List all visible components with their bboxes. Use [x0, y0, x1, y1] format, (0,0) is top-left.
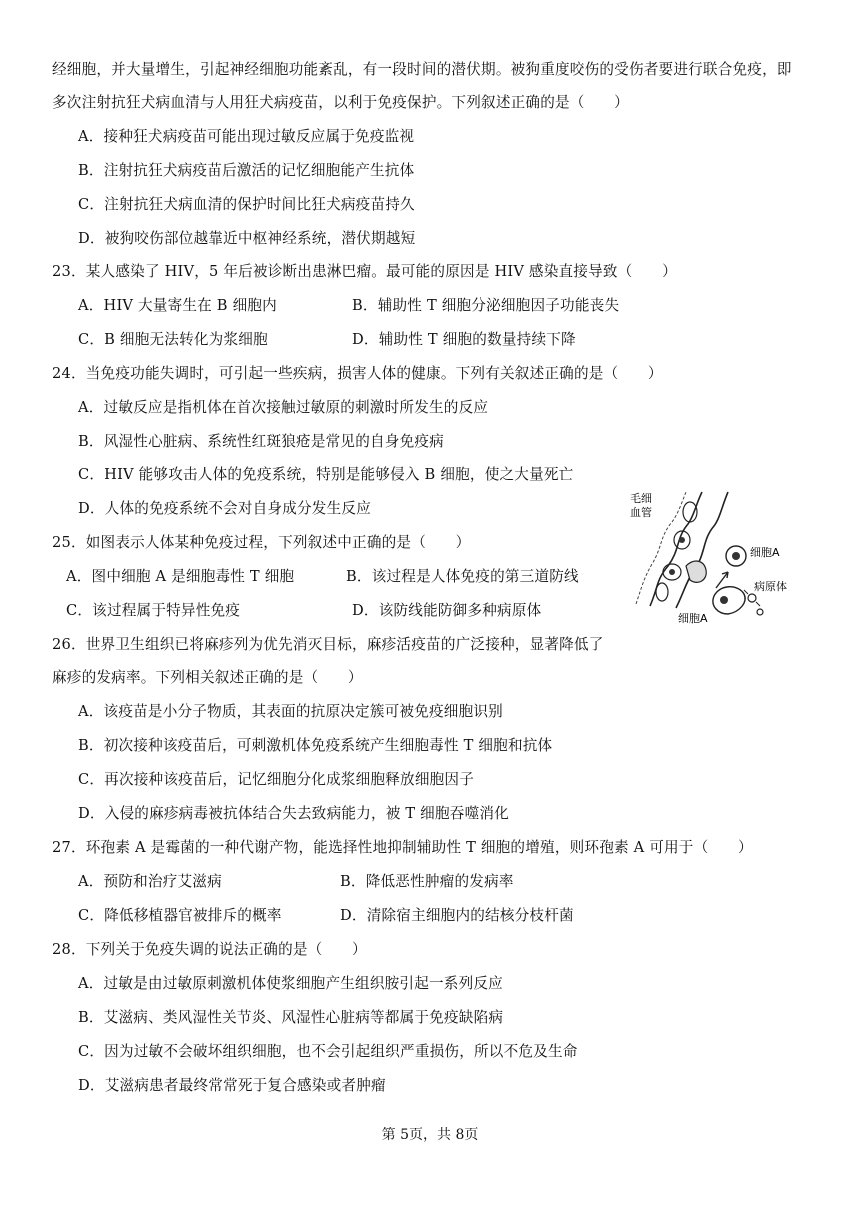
- label-capillary-2: 血管: [630, 506, 652, 519]
- q25-option-a: A．图中细胞 A 是细胞毒性 T 细胞: [66, 568, 295, 585]
- q25-stem: 25．如图表示人体某种免疫过程，下列叙述中正确的是（ ）: [52, 534, 471, 551]
- q25-option-b: B．该过程是人体免疫的第三道防线: [346, 568, 579, 585]
- q24-option-b: B．风湿性心脏病、系统性红斑狼疮是常见的自身免疫病: [78, 433, 444, 450]
- q24-option-d: D．人体的免疫系统不会对自身成分发生反应: [78, 500, 371, 517]
- q27-option-a: A．预防和治疗艾滋病: [78, 873, 222, 890]
- q25-option-d: D．该防线能防御多种病原体: [352, 602, 542, 619]
- page-number-footer: 第 5页，共 8页: [381, 1127, 479, 1143]
- cell-a-bottom: [713, 587, 745, 614]
- label-cell-a-bottom: 细胞A: [678, 612, 708, 625]
- q23-option-d: D．辅助性 T 细胞的数量持续下降: [352, 331, 576, 348]
- label-cell-a-top: 细胞A: [750, 546, 780, 559]
- pathogen-2: [757, 609, 763, 615]
- q22-stem-line1: 经细胞，并大量增生，引起神经细胞功能紊乱，有一段时间的潜伏期。被狗重度咬伤的受伤者要进行联合免疫，即: [52, 61, 792, 78]
- immune-process-figure: [628, 488, 798, 628]
- q26-stem-line2: 麻疹的发病率。下列相关叙述正确的是（ ）: [52, 669, 363, 686]
- q24-stem: 24．当免疫功能失调时，可引起一些疾病，损害人体的健康。下列有关叙述正确的是（ ）: [52, 365, 663, 382]
- q22-stem-line2: 多次注射抗狂犬病血清与人用狂犬病疫苗，以利于免疫保护。下列叙述正确的是（ ）: [52, 94, 629, 111]
- q22-option-b: B．注射抗狂犬病疫苗后激活的记忆细胞能产生抗体: [78, 162, 415, 179]
- q28-stem: 28．下列关于免疫失调的说法正确的是（ ）: [52, 941, 367, 958]
- capillary-wall-left: [650, 492, 702, 606]
- q28-option-a: A．过敏是由过敏原刺激机体使浆细胞产生组织胺引起一系列反应: [78, 975, 503, 992]
- q28-option-d: D．艾滋病患者最终常常死于复合感染或者肿瘤: [78, 1077, 386, 1094]
- q27-option-d: D．清除宿主细胞内的结核分枝杆菌: [340, 907, 574, 924]
- q24-option-c: C．HIV 能够攻击人体的免疫系统，特别是能够侵入 B 细胞，使之大量死亡: [78, 466, 574, 483]
- label-capillary-1: 毛细: [630, 492, 652, 505]
- q26-option-b: B．初次接种该疫苗后，可刺激机体免疫系统产生细胞毒性 T 细胞和抗体: [78, 737, 553, 754]
- pathogen-1: [748, 594, 756, 602]
- q23-option-a: A．HIV 大量寄生在 B 细胞内: [78, 297, 277, 314]
- immune-process-diagram: [628, 488, 798, 628]
- cell-a-top-nucleus: [732, 552, 740, 560]
- q23-option-c: C．B 细胞无法转化为浆细胞: [78, 331, 268, 348]
- q28-option-b: B．艾滋病、类风湿性关节炎、风湿性心脏病等都属于免疫缺陷病: [78, 1009, 504, 1026]
- q27-option-c: C．降低移植器官被排斥的概率: [78, 907, 282, 924]
- q23-option-b: B．辅助性 T 细胞分泌细胞因子功能丧失: [352, 297, 620, 314]
- blood-cell-4: [656, 583, 668, 601]
- q27-stem: 27．环孢素 A 是霉菌的一种代谢产物，能选择性地抑制辅助性 T 细胞的增殖，则环孢素 A 可用于（ ）: [52, 839, 753, 856]
- q22-option-d: D．被狗咬伤部位越靠近中枢神经系统，潜伏期越短: [78, 230, 416, 247]
- q22-option-c: C．注射抗狂犬病血清的保护时间比狂犬病疫苗持久: [78, 196, 415, 213]
- q23-stem: 23．某人感染了 HIV，5 年后被诊断出患淋巴瘤。最可能的原因是 HIV 感染直接导致（ ）: [52, 263, 677, 280]
- cell-a-bottom-nucleus: [720, 596, 728, 604]
- q28-option-c: C．因为过敏不会破坏组织细胞，也不会引起组织严重损伤，所以不危及生命: [78, 1043, 578, 1060]
- arrow-line: [716, 572, 728, 588]
- blood-cell-nucleus-2: [679, 537, 685, 543]
- q26-option-a: A．该疫苗是小分子物质，其表面的抗原决定簇可被免疫细胞识别: [78, 703, 503, 720]
- q24-option-a: A．过敏反应是指机体在首次接触过敏原的刺激时所发生的反应: [78, 399, 489, 416]
- blood-cell-nucleus-3: [669, 569, 675, 575]
- q26-option-d: D．入侵的麻疹病毒被抗体结合失去致病能力，被 T 细胞吞噬消化: [78, 805, 509, 822]
- blood-cell-1: [683, 502, 697, 522]
- q26-option-c: C．再次接种该疫苗后，记忆细胞分化成浆细胞释放细胞因子: [78, 771, 475, 788]
- q26-stem-line1: 26．世界卫生组织已将麻疹列为优先消灭目标，麻疹活疫苗的广泛接种，显著降低了: [52, 636, 604, 653]
- q22-option-a: A．接种狂犬病疫苗可能出现过敏反应属于免疫监视: [78, 128, 415, 145]
- q25-option-c: C．该过程属于特异性免疫: [66, 602, 241, 619]
- q27-option-b: B．降低恶性肿瘤的发病率: [340, 873, 514, 890]
- label-pathogen: 病原体: [754, 580, 787, 593]
